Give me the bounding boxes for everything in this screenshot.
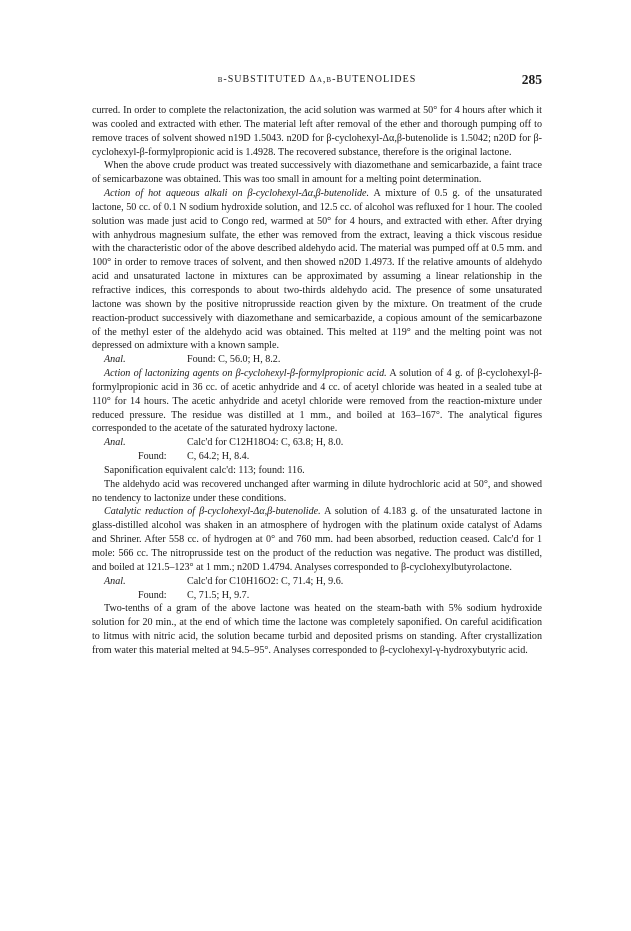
- analysis-line-calc: [92, 436, 542, 450]
- paragraph-saponification-product: Two-tenths of a gram of the above lactone was heated on the steam-bath with 5% sodium hydroxide solution for 20 min., at the end of which time the lactone was completely saponified. On careful acidification to litmus with nitric acid, the solution became turbid and deposited prisms on standing. After crystallization from water this material melted at 94.5–95°. Analyses corresponded to β-cyclohexyl-γ-hydroxybutyric acid.: [92, 603, 542, 656]
- analysis-found-label: Found:: [138, 589, 167, 601]
- paragraph-hot-alkali-body: A mixture of 0.5 g. of the unsaturated lactone, 50 cc. of 0.1 N sodium hydroxide solution, and 12.5 cc. of alcohol was refluxed for 1 hour. The cooled solution was made just acid to Congo red, warmed at 50° for 4 hours, and extracted with ether. After drying with anhydrous magnesium sulfate, the ether was removed from the extract, leaving a thick viscous residue with the characteristic odor of the above described aldehydo acid. The material was pumped off at 0.5 mm. and 100° in order to remove traces of solvent, and then showed n20D 1.4973. If the relative amounts of aldehydo acid and unsaturated lactone in mixtures can be approximated by assuming a linear relationship in the refractive indices, this corresponds to about two-thirds aldehydo acid. The presence of some unsaturated lactone was shown by the positive nitroprusside reaction given by the mixture. On treatment of the crude reaction-product successively with diazomethane and semicarbazide, a copious amount of the semicarbazone of the methyl ester of the aldehydo acid was obtained. This melted at 119° and the melting point was not depressed on admixture with a known sample.: [92, 188, 543, 352]
- analysis-found-value: C, 71.5; H, 9.7.: [187, 589, 250, 601]
- paragraph-hot-aqueous-alkali: [92, 187, 542, 353]
- analysis-block-1: [92, 353, 542, 367]
- paragraph-lactonizing-body: A solution of 4 g. of β-cyclohexyl-β-formylpropionic acid in 36 cc. of acetic anhydride and 4 cc. of acetyl chloride was heated in a sealed tube at 110° for 14 hours. The acetic anhydride and acetyl chloride were removed from the reaction-mixture under reduced pressure. The residue was distilled at 1 mm., and boiled at 163–167°. The analytical figures corresponded to the acetate of the saturated hydroxy lactone.: [92, 368, 542, 435]
- analysis-line-calc: [92, 575, 542, 589]
- paragraph-catalytic-reduction-body: A solution of 4.183 g. of the unsaturated lactone in glass-distilled alcohol was shaken in an atmosphere of hydrogen with the platinum oxide catalyst of Adams and Shriner. After 558 cc. of hydrogen at 0° and 760 mm. had been absorbed, reduction ceased. Calc'd for 1 mole: 566 cc. The nitroprusside test on the product of the reduction was negative. The product was distilled, and boiled at 121.5–123° at 1 mm.; n20D 1.4794. Analyses corresponded to β-cyclohexylbutyrolactone.: [92, 506, 542, 573]
- running-title: β-SUBSTITUTED Δα,β-BUTENOLIDES: [217, 74, 417, 85]
- analysis-calc-value: Calc'd for C12H18O4: C, 63.8; H, 8.0.: [187, 437, 344, 449]
- body-text: [92, 104, 542, 658]
- analysis-found-label: Found:: [138, 451, 167, 463]
- analysis-block-2: [92, 436, 542, 464]
- analysis-calc-value: Calc'd for C10H16O2: C, 71.4; H, 9.6.: [187, 575, 344, 587]
- analysis-line-found: [92, 589, 542, 603]
- paragraph-catalytic-reduction: [92, 505, 542, 574]
- section-heading-catalytic-reduction: Catalytic reduction of β-cyclohexyl-Δα,β-butenolide.: [104, 506, 321, 518]
- analysis-block-3: [92, 575, 542, 603]
- page-number: 285: [521, 72, 542, 87]
- paragraph-relactonization: curred. In order to complete the relactonization, the acid solution was warmed at 50° for 4 hours after which it was cooled and extracted with ether. The material left after removal of the ether and thorough pumping off to remove traces of solvent showed n19D 1.5043. n20D for β-cyclohexyl-Δα,β-butenolide is 1.5042; n20D for β-cyclohexyl-β-formylpropionic acid is 1.4928. The recovered substance, therefore is the original lactone.: [92, 105, 542, 158]
- analysis-line-found: [92, 450, 542, 464]
- paragraph-semicarbazide-trace: When the above crude product was treated successively with diazomethane and semicarbazide, a faint trace of semicarbazone was obtained. This was too small in amount for a melting point determination.: [92, 160, 542, 186]
- paragraph-aldehydo-acid-recovered: The aldehydo acid was recovered unchanged after warming in dilute hydrochloric acid at 50°, and showed no tendency to lactonize under these conditions.: [92, 478, 542, 504]
- analysis-label: Anal.: [104, 575, 126, 587]
- analysis-label: Anal.: [104, 354, 126, 366]
- section-heading-hot-alkali: Action of hot aqueous alkali on β-cyclohexyl-Δα,β-butenolide.: [104, 188, 370, 200]
- saponification-equivalent: Saponification equivalent calc'd: 113; found: 116.: [104, 464, 305, 476]
- analysis-found-value: C, 64.2; H, 8.4.: [187, 451, 250, 463]
- analysis-line: [92, 353, 542, 367]
- paragraph-lactonizing-agents: [92, 367, 542, 436]
- running-head: [92, 74, 542, 90]
- section-heading-lactonizing: Action of lactonizing agents on β-cyclohexyl-β-formylpropionic acid.: [104, 368, 387, 380]
- analysis-label: Anal.: [104, 437, 126, 449]
- analysis-value: Found: C, 56.0; H, 8.2.: [187, 354, 281, 366]
